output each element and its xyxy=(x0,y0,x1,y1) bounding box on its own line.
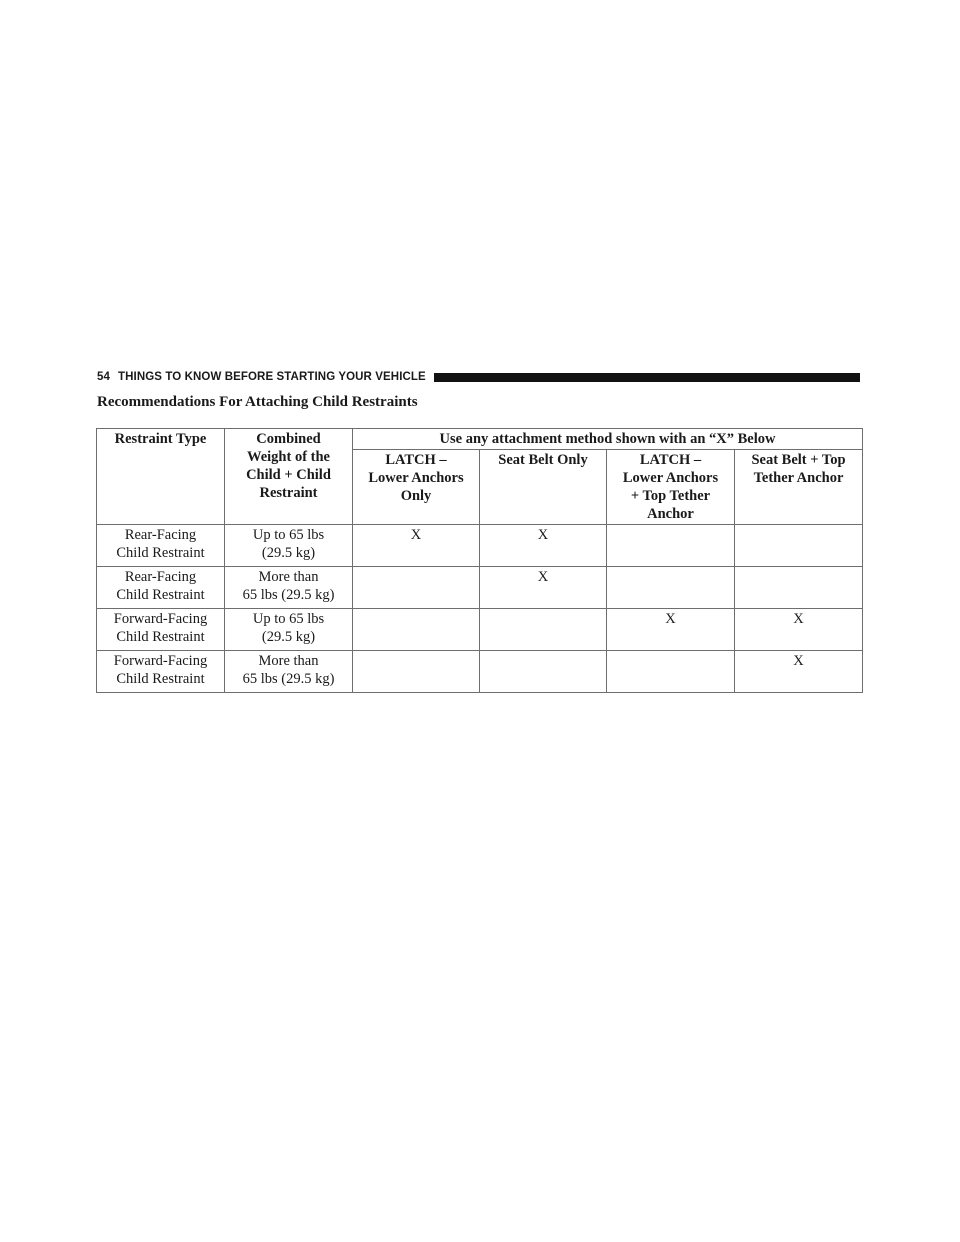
header-seat-belt-plus-tether: Seat Belt + Top Tether Anchor xyxy=(735,450,863,525)
method-mark-cell xyxy=(607,651,735,693)
method-mark-cell xyxy=(353,567,480,609)
method-mark-cell xyxy=(735,525,863,567)
restraint-type-cell: Rear-Facing Child Restraint xyxy=(97,567,225,609)
restraint-type-cell: Rear-Facing Child Restraint xyxy=(97,525,225,567)
table-row xyxy=(97,651,863,693)
header-combined-weight: Combined Weight of the Child + Child Restraint xyxy=(225,429,353,525)
page-number: 54 xyxy=(97,371,110,383)
method-mark-cell xyxy=(607,567,735,609)
weight-cell: Up to 65 lbs (29.5 kg) xyxy=(225,525,353,567)
method-mark-cell xyxy=(735,567,863,609)
method-mark-cell: X xyxy=(735,651,863,693)
table-row xyxy=(97,567,863,609)
method-mark-cell: X xyxy=(607,609,735,651)
method-mark-cell xyxy=(353,609,480,651)
restraint-type-cell: Forward-Facing Child Restraint xyxy=(97,609,225,651)
header-attachment-group: Use any attachment method shown with an “X” Below xyxy=(353,429,863,450)
restraint-type-cell: Forward-Facing Child Restraint xyxy=(97,651,225,693)
header-latch-lower-anchors: LATCH – Lower Anchors Only xyxy=(353,450,480,525)
header-restraint-type: Restraint Type xyxy=(97,429,225,525)
table-row xyxy=(97,609,863,651)
weight-cell: Up to 65 lbs (29.5 kg) xyxy=(225,609,353,651)
method-mark-cell xyxy=(480,609,607,651)
method-mark-cell: X xyxy=(480,525,607,567)
weight-cell: More than 65 lbs (29.5 kg) xyxy=(225,651,353,693)
header-seat-belt-only: Seat Belt Only xyxy=(480,450,607,525)
child-restraint-table xyxy=(96,428,863,693)
header-rule-bar xyxy=(434,373,860,382)
weight-cell: More than 65 lbs (29.5 kg) xyxy=(225,567,353,609)
method-mark-cell: X xyxy=(353,525,480,567)
method-mark-cell xyxy=(353,651,480,693)
header-latch-plus-tether: LATCH – Lower Anchors + Top Tether Anchor xyxy=(607,450,735,525)
page-heading: Recommendations For Attaching Child Restraints xyxy=(97,394,418,410)
method-mark-cell xyxy=(480,651,607,693)
section-title: THINGS TO KNOW BEFORE STARTING YOUR VEHICLE xyxy=(118,371,426,383)
method-mark-cell: X xyxy=(480,567,607,609)
method-mark-cell xyxy=(607,525,735,567)
method-mark-cell: X xyxy=(735,609,863,651)
running-header xyxy=(97,369,860,385)
table-row xyxy=(97,525,863,567)
